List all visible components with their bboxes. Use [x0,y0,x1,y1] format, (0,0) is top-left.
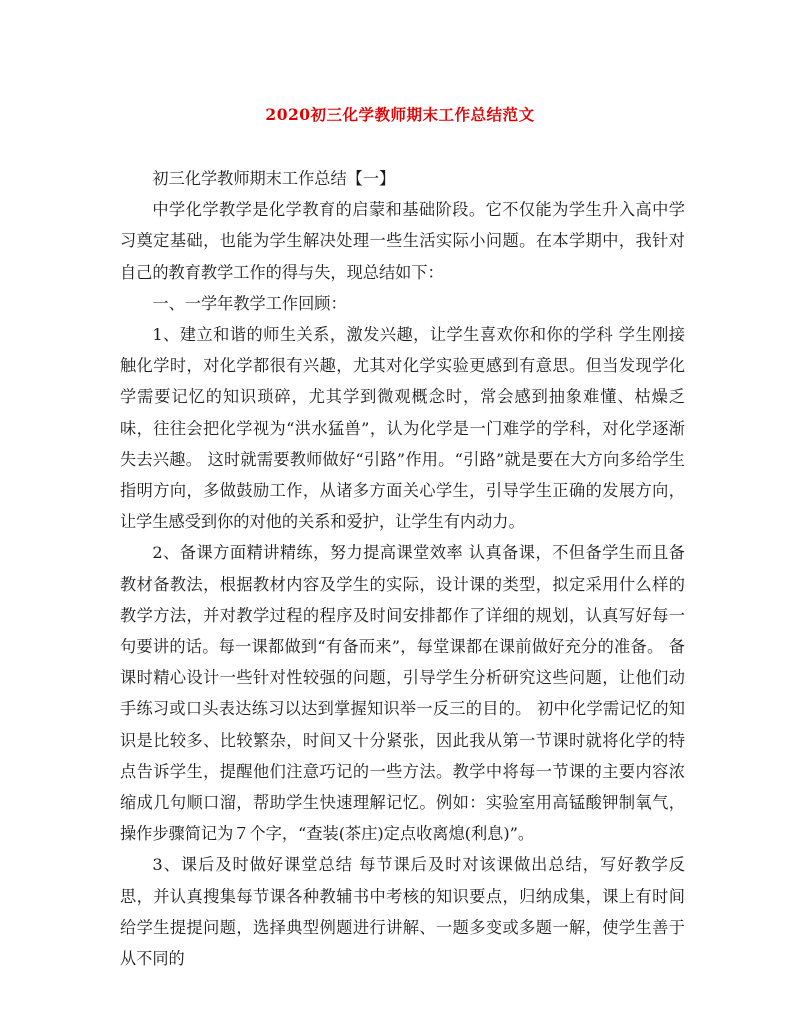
document-body [120,163,685,974]
body-paragraph: 2、备课方面精讲精练，努力提高课堂效率 认真备课，不但备学生而且备教材备教法，根据教材内容及学生的实际，设计课的类型，拟定采用什么样的教学方法，并对教学过程的程序及时间安排都作了详细的规划，认真写好每一句要讲的话。每一课都做到“有备而来”，每堂课都在课前做好充分的准备。 备课时精心设计一些针对性较强的问题，引导学生分析研究这些问题，让他们动手练习或口头表达练习以达到掌握知识举一反三的目的。 初中化学需记忆的知识是比较多、比较繁杂，时间又十分紧张，因此我从第一节课时就将化学的特点告诉学生，提醒他们注意巧记的一些方法。教学中将每一节课的主要内容浓缩成几句顺口溜，帮助学生快速理解记忆。例如：实验室用高锰酸钾制氧气，操作步骤简记为７个字，“查装(茶庄)定点收离熄(利息)”。 [120,543,685,844]
body-paragraph: 3、课后及时做好课堂总结 每节课后及时对该课做出总结，写好教学反思，并认真搜集每节课各种教辅书中考核的知识要点，归纳成集，课上有时间给学生提提问题，选择典型例题进行讲解、一题多变或多题一解，使学生善于从不同的 [120,855,685,969]
body-paragraph: 中学化学教学是化学教育的启蒙和基础阶段。它不仅能为学生升入高中学习奠定基础，也能为学生解决处理一些生活实际小问题。在本学期中，我针对自己的教育教学工作的得与失，现总结如下： [120,200,685,282]
body-paragraph: 1、建立和谐的师生关系，激发兴趣，让学生喜欢你和你的学科 学生刚接触化学时，对化学都很有兴趣，尤其对化学实验更感到有意思。但当发现学化学需要记忆的知识琐碎，尤其学到微观概念时，常会感到抽象难懂、枯燥乏味，往往会把化学视为“洪水猛兽”，认为化学是一门难学的学科，对化学逐渐失去兴趣。 这时就需要教师做好“引路”作用。“引路”就是要在大方向多给学生指明方向，多做鼓励工作，从诸多方面关心学生，引导学生正确的发展方向，让学生感受到你的对他的关系和爱护，让学生有内动力。 [120,325,685,532]
section-heading: 初三化学教师期末工作总结【一】 [152,169,396,188]
document-title: 2020初三化学教师期末工作总结范文 [265,105,535,124]
subsection-heading: 一、一学年教学工作回顾： [152,293,347,313]
